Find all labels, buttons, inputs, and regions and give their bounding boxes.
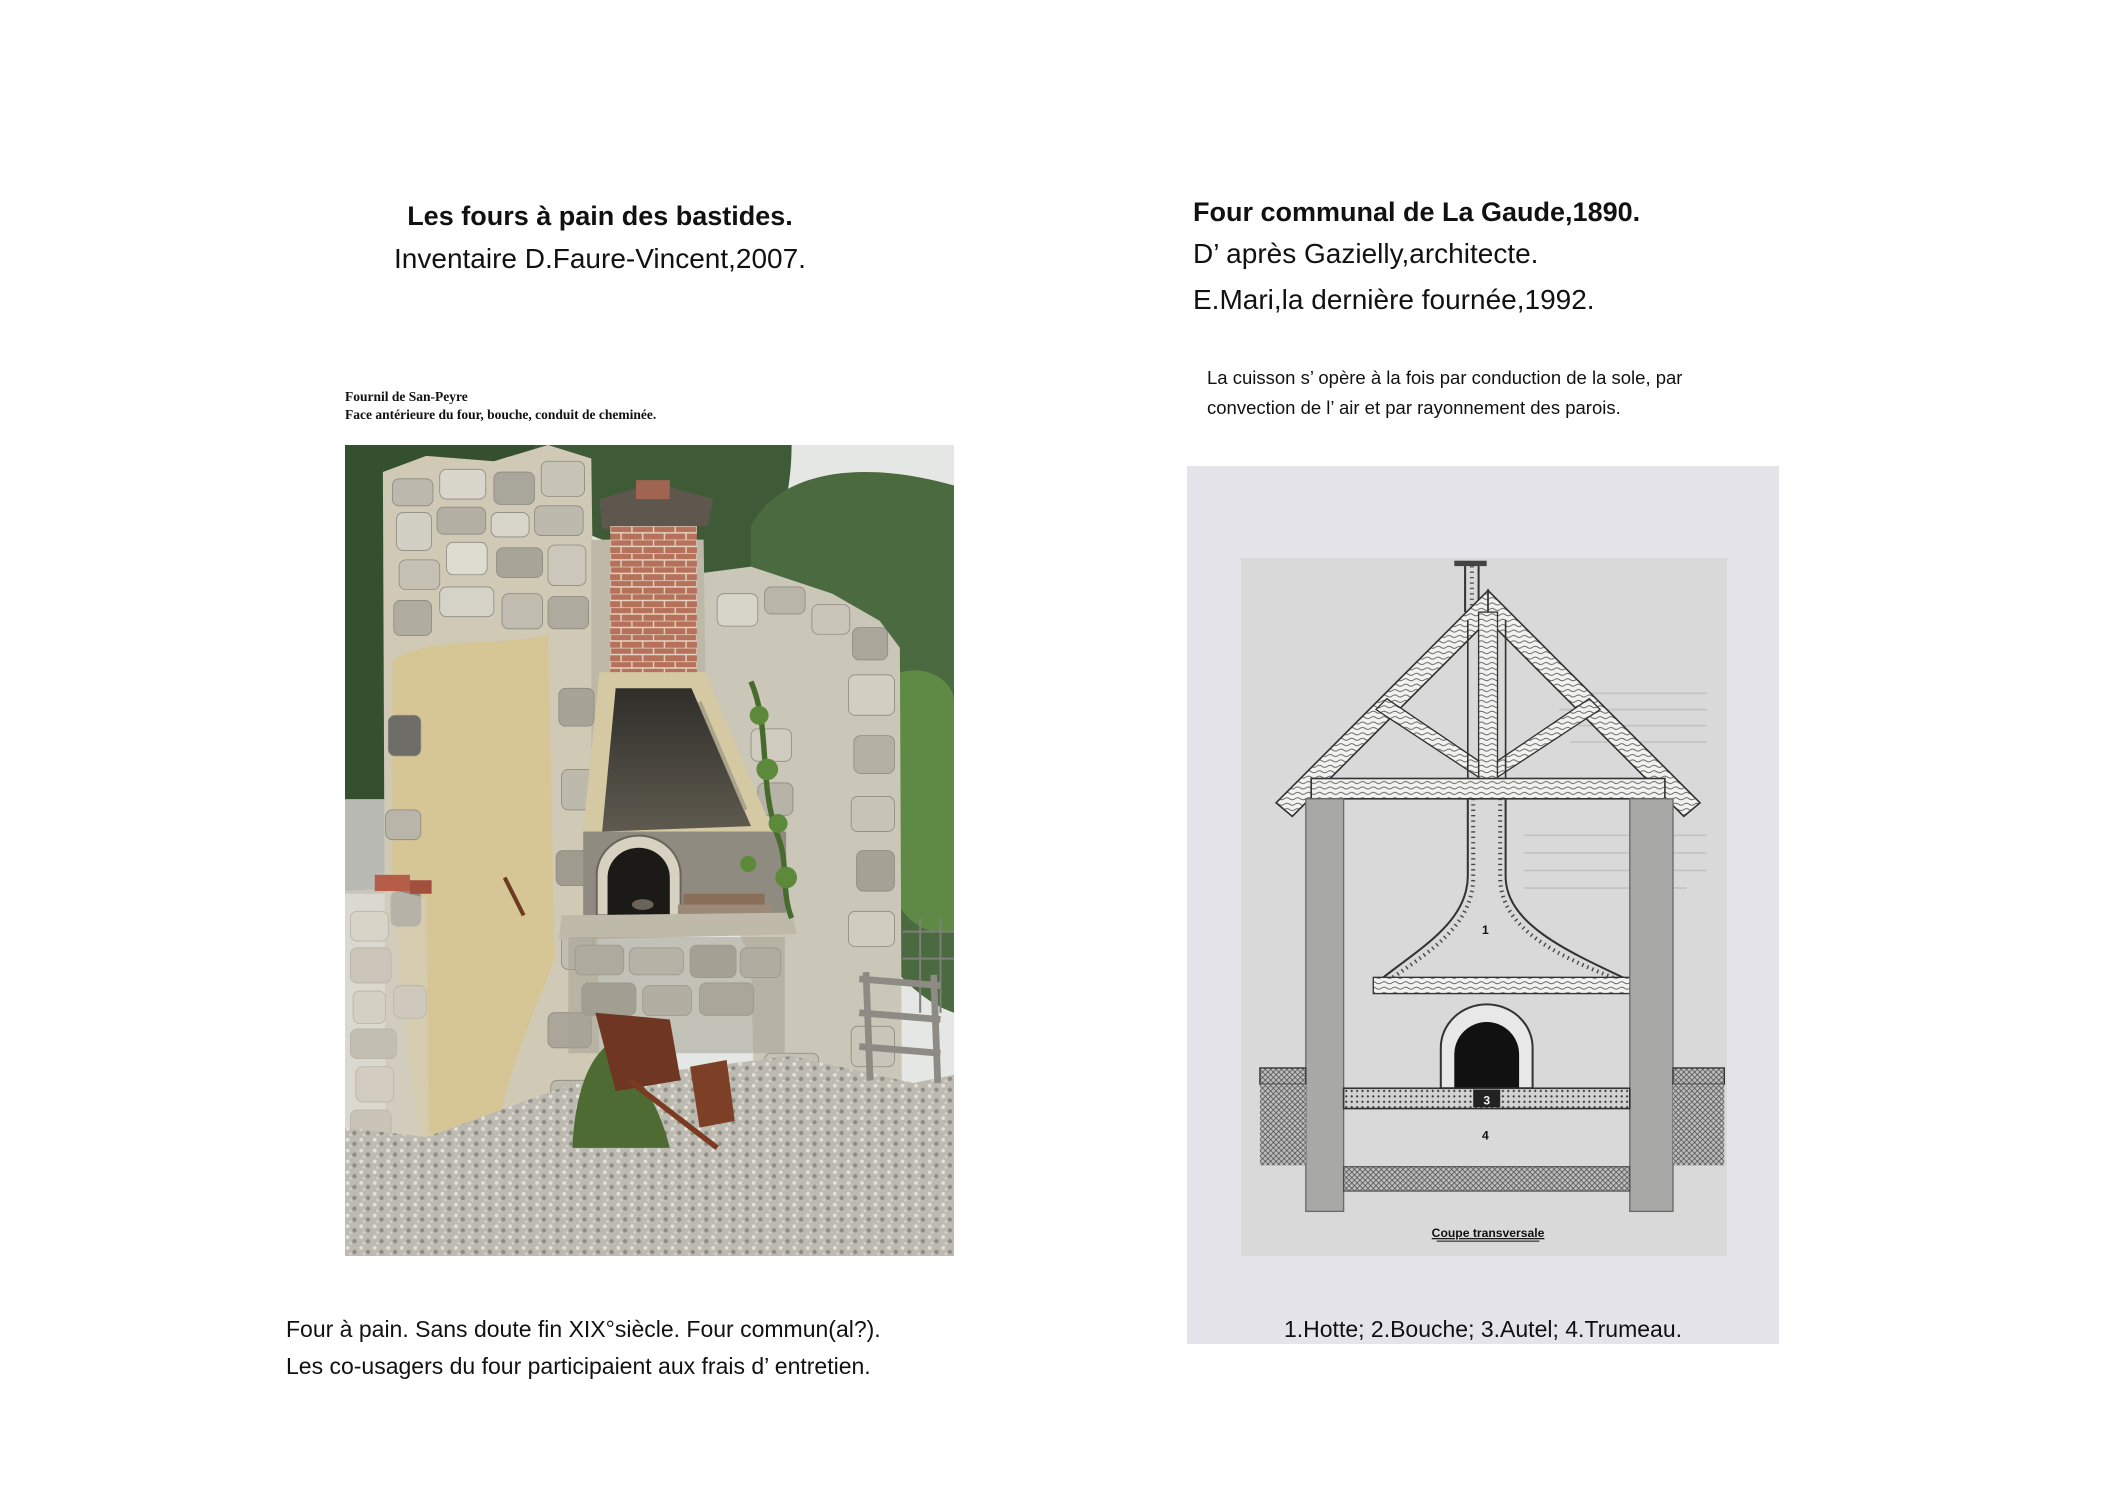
ground-right bbox=[1673, 1068, 1724, 1084]
brick-pile-1 bbox=[375, 875, 410, 891]
label-autel: 3 bbox=[1483, 1093, 1491, 1108]
left-subtitle: Inventaire D.Faure-Vincent,2007. bbox=[394, 243, 806, 274]
cooking-note-line-1: La cuisson s’ opère à la fois par conduction de la sole, par bbox=[1207, 367, 1683, 388]
stone bbox=[386, 810, 421, 840]
diagram-legend: 1.Hotte; 2.Bouche; 3.Autel; 4.Trumeau. bbox=[1283, 1316, 1683, 1342]
bush-right bbox=[893, 670, 954, 933]
cross-section-diagram bbox=[1241, 558, 1727, 1256]
stone bbox=[848, 911, 894, 946]
low-wall-left bbox=[345, 888, 429, 1154]
stone bbox=[751, 729, 792, 761]
diagram-title: Coupe transversale bbox=[1431, 1226, 1545, 1241]
counter-base bbox=[568, 937, 785, 1053]
foundation-right bbox=[1673, 1084, 1724, 1165]
oven-inner-light bbox=[632, 899, 654, 910]
label-trumeau: 4 bbox=[1481, 1128, 1489, 1143]
stone bbox=[394, 600, 432, 635]
king-post bbox=[1479, 612, 1498, 780]
pallet-leg bbox=[934, 975, 938, 1083]
stone bbox=[388, 715, 420, 756]
stone bbox=[812, 604, 850, 634]
brick-pile-2 bbox=[410, 880, 432, 894]
tile-stack-top bbox=[683, 894, 764, 905]
label-bouche: 2 bbox=[1483, 1029, 1491, 1044]
chimney-top-block bbox=[636, 480, 670, 499]
wall-left bbox=[1306, 799, 1344, 1212]
stone bbox=[399, 560, 440, 590]
stone bbox=[497, 548, 543, 578]
label-hotte: 1 bbox=[1481, 923, 1489, 938]
right-title: Four communal de La Gaude,1890. bbox=[1193, 197, 1641, 227]
stone bbox=[559, 688, 594, 726]
stone bbox=[494, 472, 535, 504]
floor-strip bbox=[1344, 1167, 1630, 1191]
stone bbox=[854, 736, 895, 774]
stone bbox=[848, 675, 894, 716]
stone bbox=[853, 627, 888, 659]
stone bbox=[502, 594, 543, 629]
chimney-cap bbox=[1454, 561, 1486, 566]
oven-photo bbox=[345, 445, 954, 1256]
photo-caption-subtitle: Face antérieure du four, bouche, conduit de cheminée. bbox=[345, 407, 657, 422]
stone bbox=[857, 851, 895, 892]
cross-section-svg bbox=[1241, 558, 1727, 1256]
oven-photo-svg bbox=[345, 445, 954, 1256]
wall-right bbox=[1630, 799, 1673, 1212]
right-author-line: D’ après Gazielly,architecte. bbox=[1193, 238, 1539, 269]
stone bbox=[534, 506, 583, 536]
stone bbox=[447, 542, 488, 574]
chimney-bricks bbox=[610, 526, 697, 688]
stone bbox=[851, 796, 894, 831]
ground-left bbox=[1260, 1068, 1306, 1084]
pallet-leg bbox=[866, 972, 870, 1080]
hood-beam bbox=[1373, 977, 1636, 993]
stone bbox=[396, 513, 431, 551]
leaf bbox=[756, 759, 778, 781]
leaf bbox=[740, 856, 756, 872]
stone bbox=[548, 596, 589, 628]
stone bbox=[392, 479, 433, 506]
stone bbox=[491, 513, 529, 537]
leaf bbox=[750, 706, 769, 725]
photo-caption-title: Fournil de San-Peyre bbox=[345, 389, 468, 404]
foundation-left bbox=[1260, 1084, 1306, 1165]
stone bbox=[717, 594, 758, 626]
photo-description-line-1: Four à pain. Sans doute fin XIX°siècle. Four commun(al?). bbox=[286, 1316, 881, 1342]
stone bbox=[548, 545, 586, 586]
photo-description-line-2: Les co-usagers du four participaient aux frais d’ entretien. bbox=[286, 1353, 871, 1379]
left-title: Les fours à pain des bastides. bbox=[407, 201, 793, 231]
leaf bbox=[769, 814, 788, 833]
leaf bbox=[775, 867, 797, 889]
stone bbox=[541, 461, 584, 496]
stone bbox=[440, 469, 486, 499]
stone bbox=[440, 587, 494, 617]
tie-beam bbox=[1311, 778, 1665, 798]
stone bbox=[437, 507, 486, 534]
cooking-note-line-2: convection de l’ air et par rayonnement des parois. bbox=[1207, 397, 1621, 418]
right-source-line: E.Mari,la dernière fournée,1992. bbox=[1193, 284, 1595, 315]
stone bbox=[765, 587, 806, 614]
